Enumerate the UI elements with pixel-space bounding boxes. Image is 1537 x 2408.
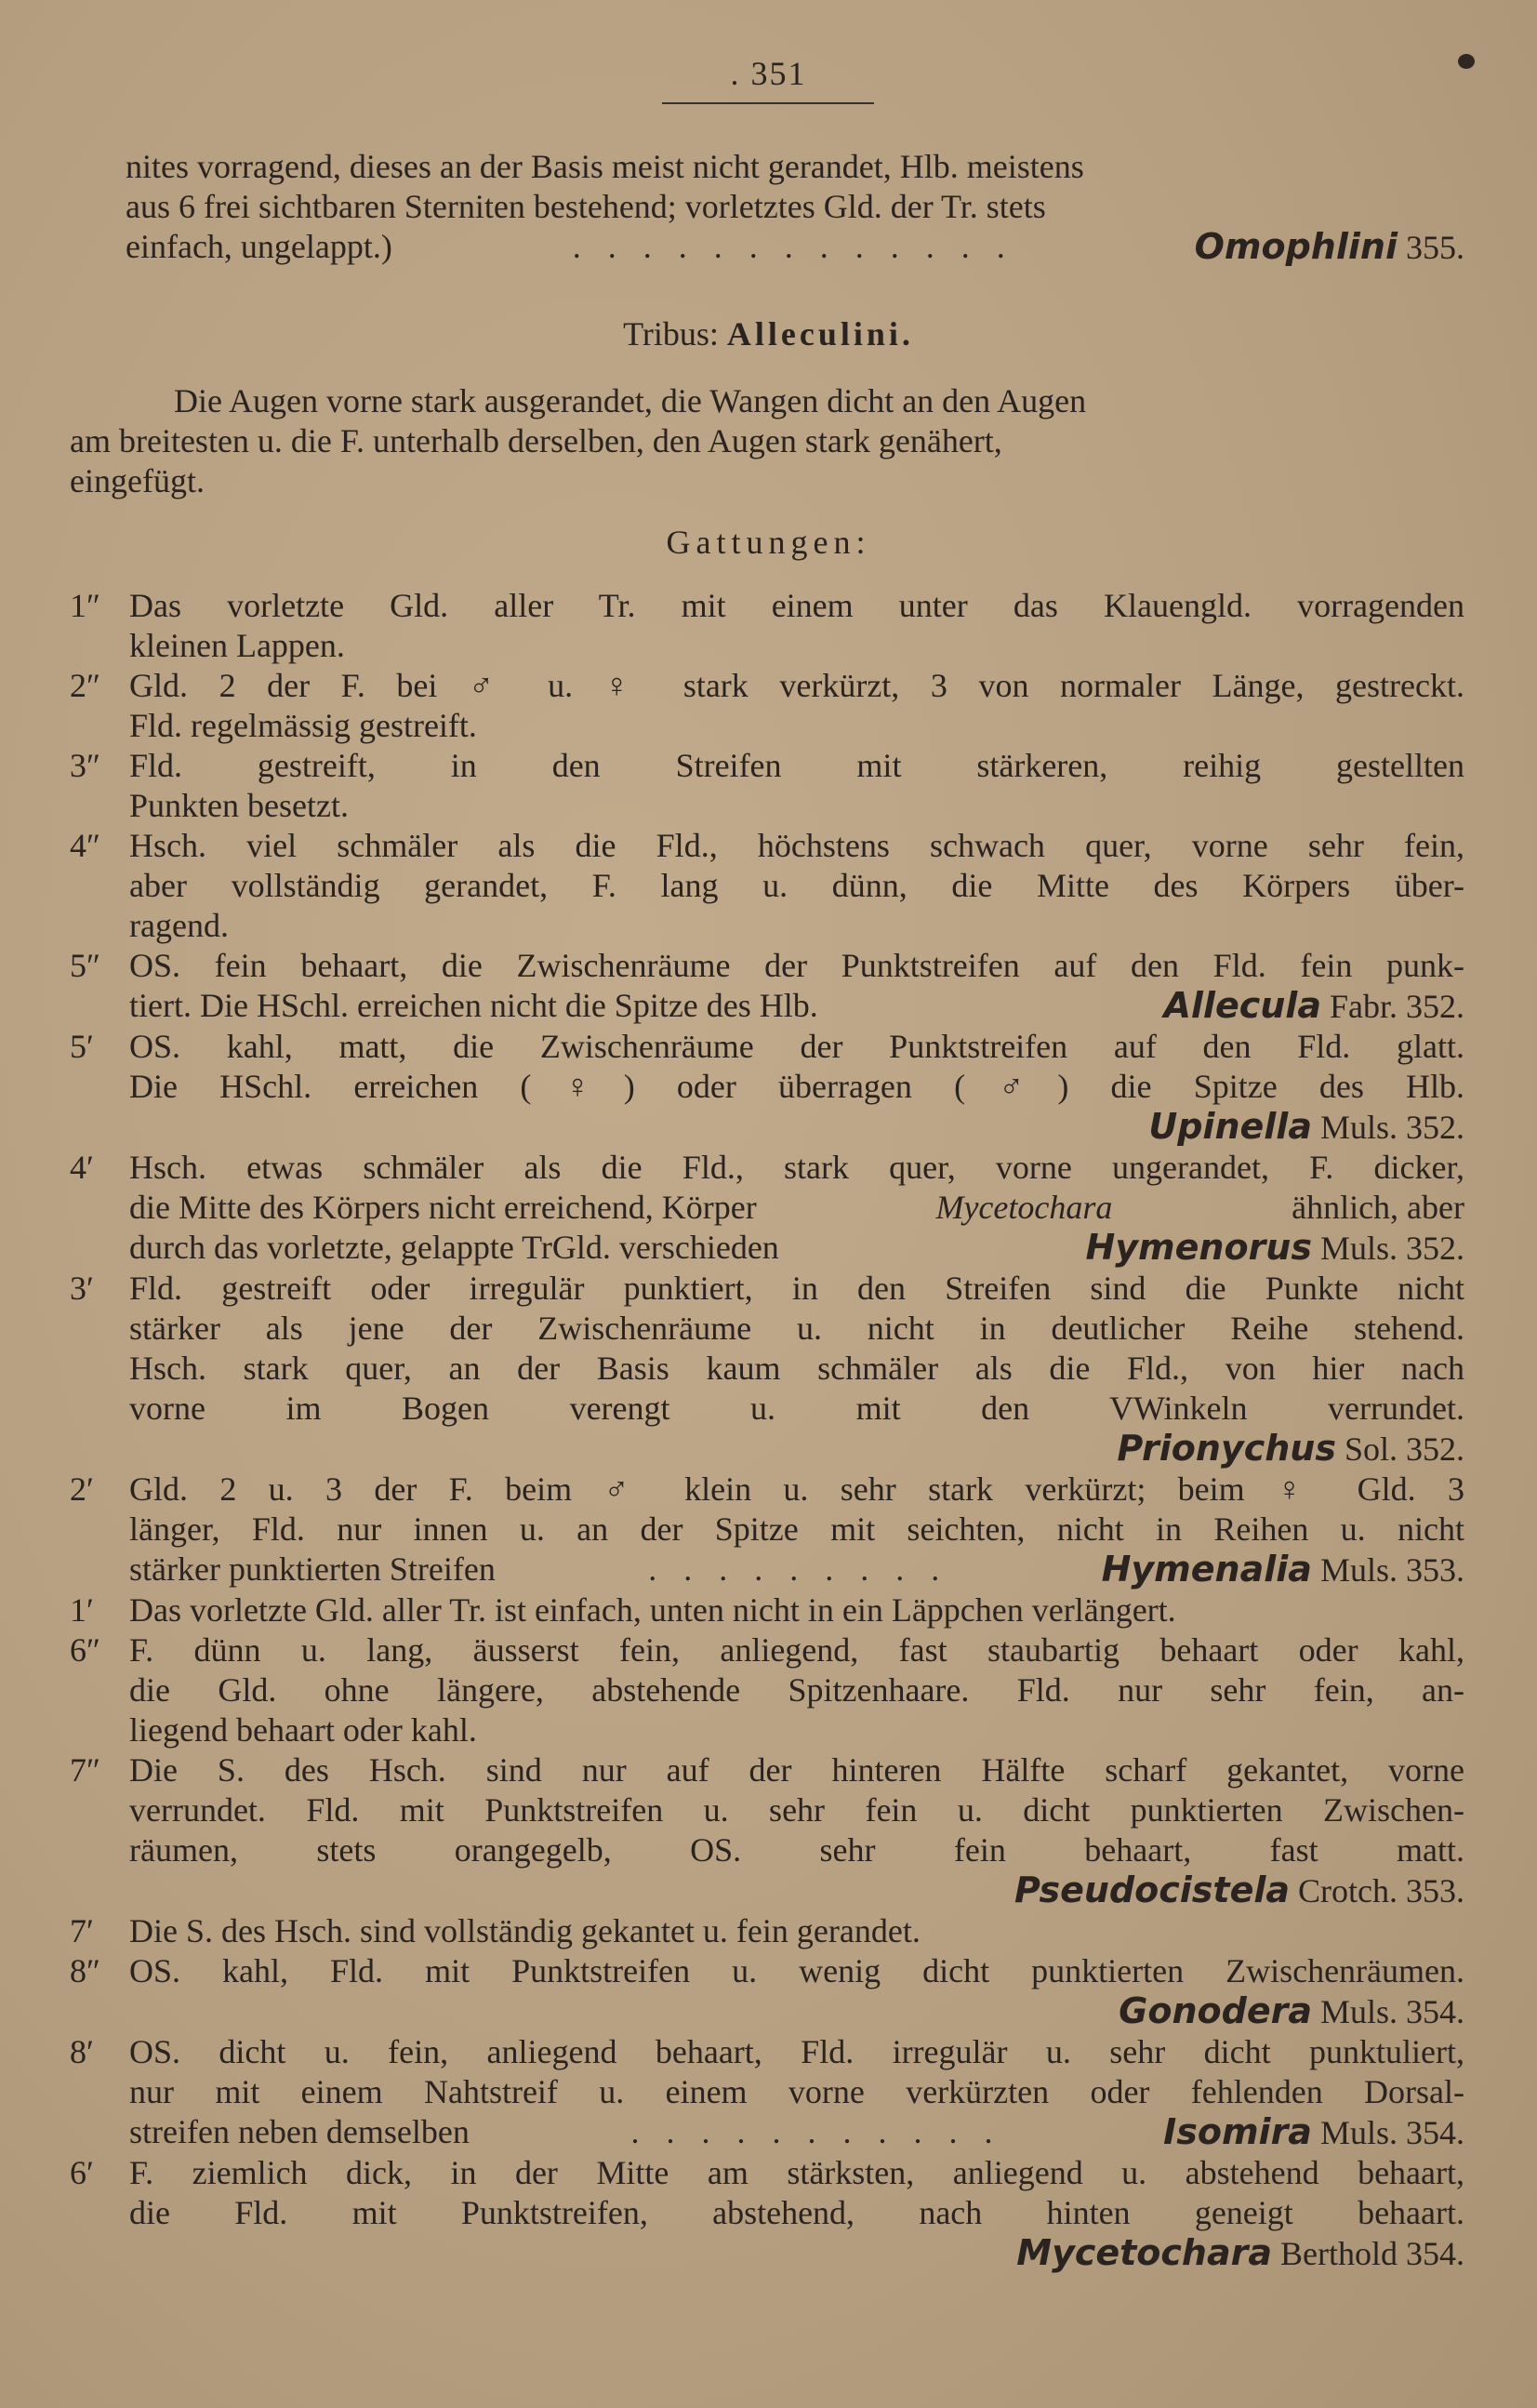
key-entry [70, 1148, 1464, 1269]
key-genus-line [129, 1991, 1464, 2032]
description-line: am breitesten u. die F. unterhalb derselben, den Augen stark genähert, [70, 422, 1002, 459]
key-text [129, 1630, 1464, 1750]
key-entry [70, 666, 1464, 746]
key-entry [70, 1470, 1464, 1590]
key-line: Hsch. viel schmäler als die Fld., höchstens schwach quer, vorne sehr fein, [129, 827, 1464, 864]
genus-author: Muls. 352. [1319, 1109, 1464, 1146]
key-line: die Gld. ohne längere, abstehende Spitzenhaare. Fld. nur sehr fein, an- [129, 1671, 1464, 1709]
key-line: Die S. des Hsch. sind vollständig gekantet u. fein gerandet. [129, 1912, 921, 1949]
key-line: Punkten besetzt. [129, 787, 349, 824]
key-entry [70, 1750, 1464, 1911]
key-number: 3′ [70, 1270, 94, 1307]
genus-name: Allecula [1163, 985, 1321, 1026]
key-text [129, 946, 1464, 1027]
genus-name: Isomira [1163, 2111, 1312, 2152]
key-line: nur mit einem Nahtstreif u. einem vorne verkürzten oder fehlenden Dorsal- [129, 2073, 1464, 2110]
intro-line: einfach, ungelappt.) [126, 228, 392, 265]
key-line: F. ziemlich dick, in der Mitte am stärksten, anliegend u. abstehend behaart, [129, 2154, 1464, 2191]
description-line: Die Augen vorne stark ausgerandet, die Wangen dicht an den Augen [174, 382, 1087, 419]
key-text [129, 1590, 1464, 1630]
key-text [129, 2032, 1464, 2153]
description-line: eingefügt. [70, 462, 205, 499]
key-number: 8″ [70, 1952, 100, 1989]
genus-author: Fabr. 352. [1329, 988, 1464, 1025]
key-number: 3″ [70, 747, 100, 784]
key-line: OS. dicht u. fein, anliegend behaart, Fld. irregulär u. sehr dicht punktuliert, [129, 2033, 1464, 2070]
key-number: 5″ [70, 947, 100, 984]
key-line-text: streifen neben demselben [129, 2113, 470, 2150]
key-line: aber vollständig gerandet, F. lang u. dünn, die Mitte des Körpers über- [129, 867, 1464, 904]
key-entry [70, 1590, 1464, 1630]
key-line-text: die Mitte des Körpers nicht erreichend, Körper [129, 1189, 757, 1226]
tribus-heading [0, 314, 1537, 353]
key-line-text: ähnlich, aber [1292, 1189, 1464, 1226]
key-entry [70, 946, 1464, 1027]
key-line: OS. fein behaart, die Zwischenräume der Punktstreifen auf den Fld. fein punk- [129, 947, 1464, 984]
key-text [129, 1269, 1464, 1470]
key-genus-line [129, 986, 1464, 1027]
tribus-label: Tribus: [623, 315, 719, 353]
ink-spot [1458, 54, 1475, 69]
genus-author: Muls. 352. [1319, 1230, 1464, 1267]
genus-citation [1163, 2112, 1464, 2153]
key-line-text: durch das vorletzte, gelappte TrGld. verschieden [129, 1229, 779, 1266]
key-line: Hsch. stark quer, an der Basis kaum schmäler als die Fld., von hier nach [129, 1350, 1464, 1387]
intro-last-line [126, 227, 1464, 268]
genus-author: Berthold 354. [1280, 2235, 1464, 2272]
genus-name: Upinella [1148, 1106, 1312, 1147]
key-genus-line [129, 1228, 1464, 1269]
key-genus-line [129, 1550, 1464, 1590]
key-line: OS. kahl, Fld. mit Punktstreifen u. wenig dicht punktierten Zwischenräumen. [129, 1952, 1464, 1989]
leader-dots: . . . . . . . . . . . . . [572, 228, 1014, 265]
key-line: OS. kahl, matt, die Zwischenräume der Punktstreifen auf den Fld. glatt. [129, 1028, 1464, 1065]
header-rule [662, 102, 874, 104]
key-number: 2″ [70, 667, 100, 704]
key-number: 7″ [70, 1751, 100, 1789]
genus-author: Muls. 354. [1319, 1993, 1464, 2030]
key-number: 4″ [70, 827, 100, 864]
key-text [129, 1470, 1464, 1590]
tribus-name: Alleculini. [726, 315, 914, 353]
genus-citation [1102, 1550, 1464, 1590]
key-line-text: tiert. Die HSchl. erreichen nicht die Spitze des Hlb. [129, 987, 818, 1024]
key-entry [70, 1269, 1464, 1470]
key-text [129, 1911, 1464, 1951]
key-number: 8′ [70, 2033, 94, 2070]
genus-author: Sol. 352. [1344, 1430, 1464, 1468]
key-number: 7′ [70, 1912, 94, 1949]
key-number: 6′ [70, 2154, 94, 2191]
key-line: Das vorletzte Gld. aller Tr. mit einem unter das Klauengld. vorragenden [129, 587, 1464, 624]
key-text [129, 1951, 1464, 2032]
key-line: F. dünn u. lang, äusserst fein, anliegend, fast staubartig behaart oder kahl, [129, 1631, 1464, 1669]
key-line: räumen, stets orangegelb, OS. sehr fein behaart, fast matt. [129, 1831, 1464, 1869]
key-genus-line [129, 1870, 1464, 1911]
genus-name: Hymenalia [1101, 1549, 1312, 1590]
key-entry [70, 1027, 1464, 1148]
key-entry [70, 2153, 1464, 2274]
identification-key [70, 586, 1464, 2274]
key-entry [70, 586, 1464, 666]
key-line: vorne im Bogen verengt u. mit den VWinkeln verrundet. [129, 1390, 1464, 1427]
key-text [129, 666, 1464, 746]
key-line: liegend behaart oder kahl. [129, 1711, 477, 1749]
key-line: Fld. regelmässig gestreift. [129, 707, 477, 744]
key-line: Gld. 2 u. 3 der F. beim ♂ klein u. sehr stark verkürzt; beim ♀ Gld. 3 [129, 1470, 1464, 1508]
intro-paragraph [126, 147, 1464, 268]
key-text [129, 2153, 1464, 2274]
key-line: Das vorletzte Gld. aller Tr. ist einfach, unten nicht in ein Läppchen verlängert. [129, 1591, 1176, 1629]
genus-author: Crotch. 353. [1298, 1872, 1464, 1909]
key-genus-line [129, 1429, 1464, 1470]
key-genus-line [129, 2233, 1464, 2274]
key-text [129, 1027, 1464, 1148]
genus-name: Mycetochara [1016, 2232, 1273, 2273]
intro-line: nites vorragend, dieses an der Basis meist nicht gerandet, Hlb. meistens [126, 148, 1084, 185]
key-line: verrundet. Fld. mit Punktstreifen u. sehr fein u. dicht punktierten Zwischen- [129, 1791, 1464, 1829]
genus-reference: Mycetochara [935, 1189, 1113, 1226]
key-number: 1′ [70, 1591, 94, 1629]
key-line: Die S. des Hsch. sind nur auf der hinteren Hälfte scharf gekantet, vorne [129, 1751, 1464, 1789]
key-entry [70, 1951, 1464, 2032]
key-line: Hsch. etwas schmäler als die Fld., stark quer, vorne ungerandet, F. dicker, [129, 1149, 1464, 1186]
key-number: 1″ [70, 587, 100, 624]
key-entry [70, 2032, 1464, 2153]
genus-name: Pseudocistela [1014, 1869, 1291, 1910]
leader-dots: . . . . . . . . . [648, 1550, 949, 1588]
leader-dots: . . . . . . . . . . . [630, 2113, 1002, 2150]
key-genus-line [129, 2112, 1464, 2153]
key-entry [70, 1911, 1464, 1951]
key-line: die Fld. mit Punktstreifen, abstehend, nach hinten geneigt behaart. [129, 2194, 1464, 2231]
gattungen-heading: Gattungen: [666, 524, 871, 561]
genus-author: Muls. 353. [1319, 1551, 1464, 1589]
key-line: länger, Fld. nur innen u. an der Spitze mit seichten, nicht in Reihen u. nicht [129, 1510, 1464, 1548]
genus-name: Omophlini [1194, 226, 1398, 267]
key-number: 5′ [70, 1028, 94, 1065]
genus-author: Muls. 354. [1319, 2114, 1464, 2151]
key-number: 4′ [70, 1149, 94, 1186]
key-entry [70, 826, 1464, 946]
key-genus-line [129, 1107, 1464, 1148]
key-text [129, 826, 1464, 946]
tribus-description [70, 381, 1464, 501]
genus-citation [1164, 986, 1465, 1027]
key-line: Fld. gestreift oder irregulär punktiert, in den Streifen sind die Punkte nicht [129, 1270, 1464, 1307]
key-line: Gld. 2 der F. bei ♂ u. ♀ stark verkürzt, 3 von normaler Länge, gestreckt. [129, 667, 1464, 704]
key-line: ragend. [129, 907, 229, 944]
key-line: stärker als jene der Zwischenräume u. nicht in deutlicher Reihe stehend. [129, 1310, 1464, 1347]
key-line [129, 1188, 1464, 1228]
key-text [129, 746, 1464, 826]
key-line: Fld. gestreift, in den Streifen mit stärkeren, reihig gestellten [129, 747, 1464, 784]
key-text [129, 1148, 1464, 1269]
genus-name: Hymenorus [1085, 1227, 1312, 1268]
genus-citation [1085, 1228, 1464, 1269]
key-line: kleinen Lappen. [129, 627, 345, 664]
genus-name: Prionychus [1117, 1428, 1336, 1469]
key-text [129, 1750, 1464, 1911]
key-line: Die HSchl. erreichen (♀) oder überragen (♂) die Spitze des Hlb. [129, 1068, 1464, 1105]
page-ref: 355. [1405, 229, 1464, 266]
genus-name: Gonodera [1119, 1990, 1312, 2031]
key-text [129, 586, 1464, 666]
intro-line: aus 6 frei sichtbaren Sterniten bestehend; vorletztes Gld. der Tr. stets [126, 188, 1046, 225]
key-line-text: stärker punktierten Streifen [129, 1550, 496, 1588]
key-entry [70, 1630, 1464, 1750]
page-number: . 351 [730, 55, 807, 92]
key-number: 6″ [70, 1631, 100, 1669]
key-number: 2′ [70, 1470, 94, 1508]
key-entry [70, 746, 1464, 826]
